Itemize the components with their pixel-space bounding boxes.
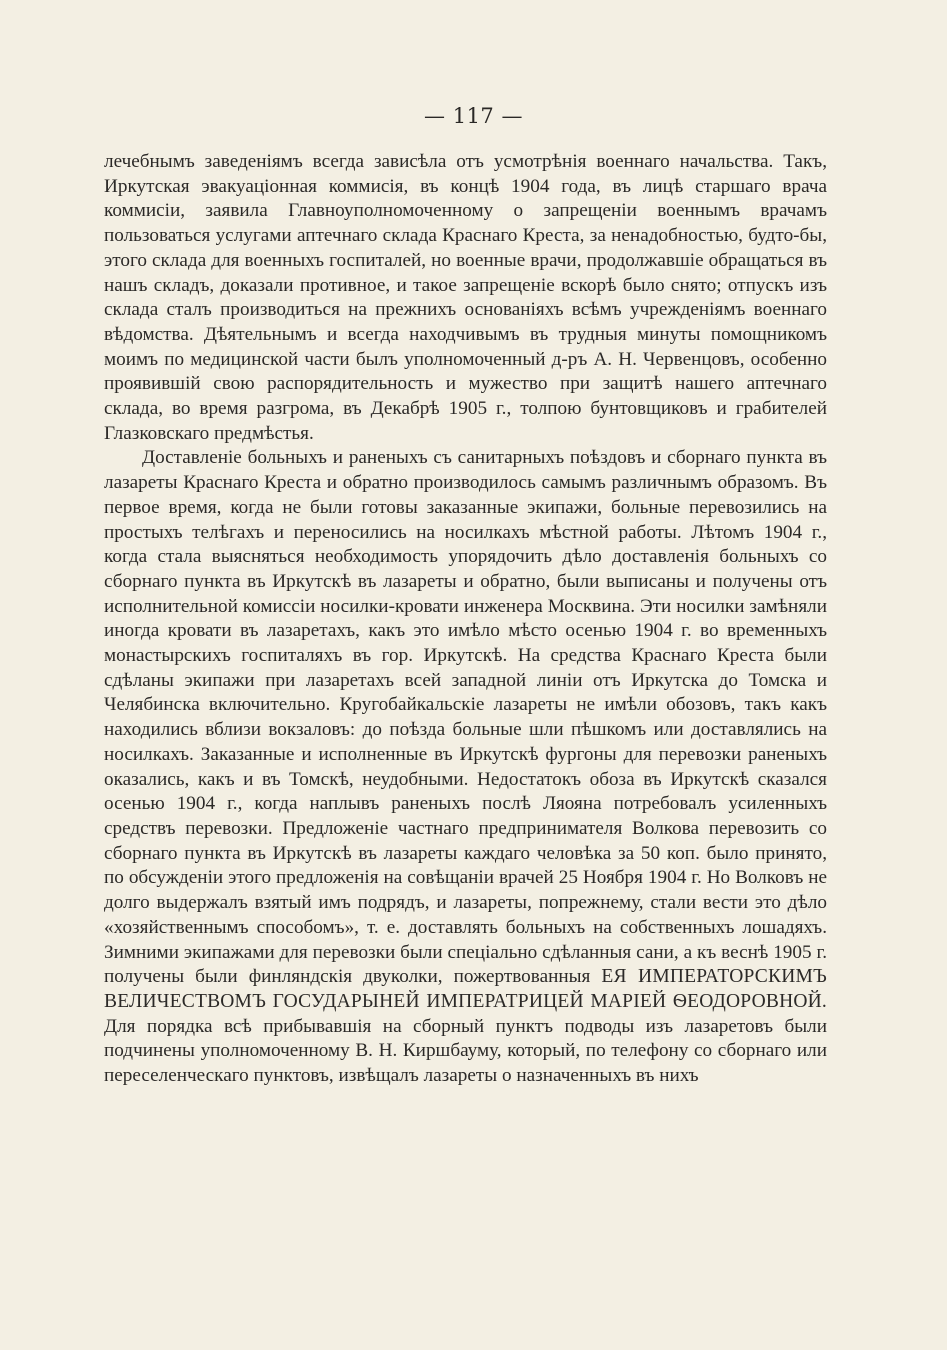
body-text xyxy=(104,150,827,1089)
paragraph-2-imperial-title: ЕЯ ИМПЕРАТОРСКИМЪ ВЕЛИЧЕСТВОМЪ ГОСУДАРЫНЕЙ ИМПЕРАТРИЦЕЙ МАРІЕЙ ѲЕОДОРОВНОЙ. xyxy=(104,966,827,1012)
paragraph-1: лечебнымъ заведеніямъ всегда зависѣла отъ усмотрѣнія военнаго начальства. Такъ, Иркутская эвакуаціонная коммисія, въ концѣ 1904 года, въ лицѣ старшаго врача коммисіи, заявила Главноуполномоченному о запрещеніи военнымъ врачамъ пользоваться услугами аптечнаго склада Краснаго Креста, за ненадобностью, будто-бы, этого склада для военныхъ госпиталей, но военные врачи, продолжавшіе обращаться въ нашъ складъ, доказали противное, и такое запрещеніе вскорѣ было снято; отпускъ изъ склада сталъ производиться на прежнихъ основаніяхъ всѣмъ учрежденіямъ военнаго вѣдомства. Дѣятельнымъ и всегда находчивымъ въ трудныя минуты помощникомъ моимъ по медицинской части былъ уполномоченный д-ръ А. Н. Червенцовъ, особенно проявившій свою распорядительность и мужество при защитѣ нашего аптечнаго склада, во время разгрома, въ Декабрѣ 1905 г., толпою бунтовщиковъ и грабителей Глазковскаго предмѣстья. xyxy=(104,151,827,444)
paragraph-2-text-after: Для порядка всѣ прибывавшія на сборный пунктъ подводы изъ лазаретовъ были подчинены уполномоченному В. Н. Киршбауму, который, по телефону со сборнаго или переселенческаго пунктовъ, извѣщалъ лазареты о назначенныхъ въ нихъ xyxy=(104,1015,827,1087)
paragraph-2 xyxy=(104,446,827,1088)
paragraph-2-text-before: Доставленіе больныхъ и раненыхъ съ санитарныхъ поѣздовъ и сборнаго пункта въ лазареты Краснаго Креста и обратно производилось самымъ различнымъ образомъ. Въ первое время, когда не были готовы заказанные экипажи, больные перевозились на простыхъ телѣгахъ и переносились на носилкахъ мѣстной работы. Лѣтомъ 1904 г., когда стала выясняться необходимость упорядочить дѣло доставленія больныхъ со сборнаго пункта въ Иркутскѣ въ лазареты и обратно, были выписаны и получены отъ исполнительной комиссіи носилки-кровати инженера Москвина. Эти носилки замѣняли иногда кровати въ лазаретахъ, какъ это имѣло мѣсто осенью 1904 г. во временныхъ монастырскихъ госпиталяхъ въ гор. Иркутскѣ. На средства Краснаго Креста были сдѣланы экипажи при лазаретахъ всей западной линіи отъ Иркутска до Томска и Челябинска включительно. Кругобайкальскіе лазареты не имѣли обозовъ, такъ какъ находились вблизи вокзаловъ: до поѣзда больные шли пѣшкомъ или доставлялись на носилкахъ. Заказанные и исполненные въ Иркутскѣ фургоны для перевозки раненыхъ оказались, какъ и въ Томскѣ, неудобными. Недостатокъ обоза въ Иркутскѣ сказался осенью 1904 г., когда наплывъ раненыхъ послѣ Ляояна потребовалъ усиленныхъ средствъ перевозки. Предложеніе частнаго предпринимателя Волкова перевозить со сборнаго пункта въ Иркутскѣ въ лазареты каждаго человѣка за 50 коп. было принято, по обсужденіи этого предложенія на совѣщаніи врачей 25 Ноября 1904 г. Но Волковъ не долго выдержалъ взятый имъ подрядъ, и лазареты, попрежнему, стали вести это дѣло «хозяйственнымъ способомъ», т. е. доставлять больныхъ на собственныхъ лошадяхъ. Зимними экипажами для перевозки были спеціально сдѣланныя сани, а къ веснѣ 1905 г. получены были финляндскія двуколки, пожертвованныя xyxy=(104,447,827,988)
page-number: — 117 — xyxy=(424,104,523,128)
